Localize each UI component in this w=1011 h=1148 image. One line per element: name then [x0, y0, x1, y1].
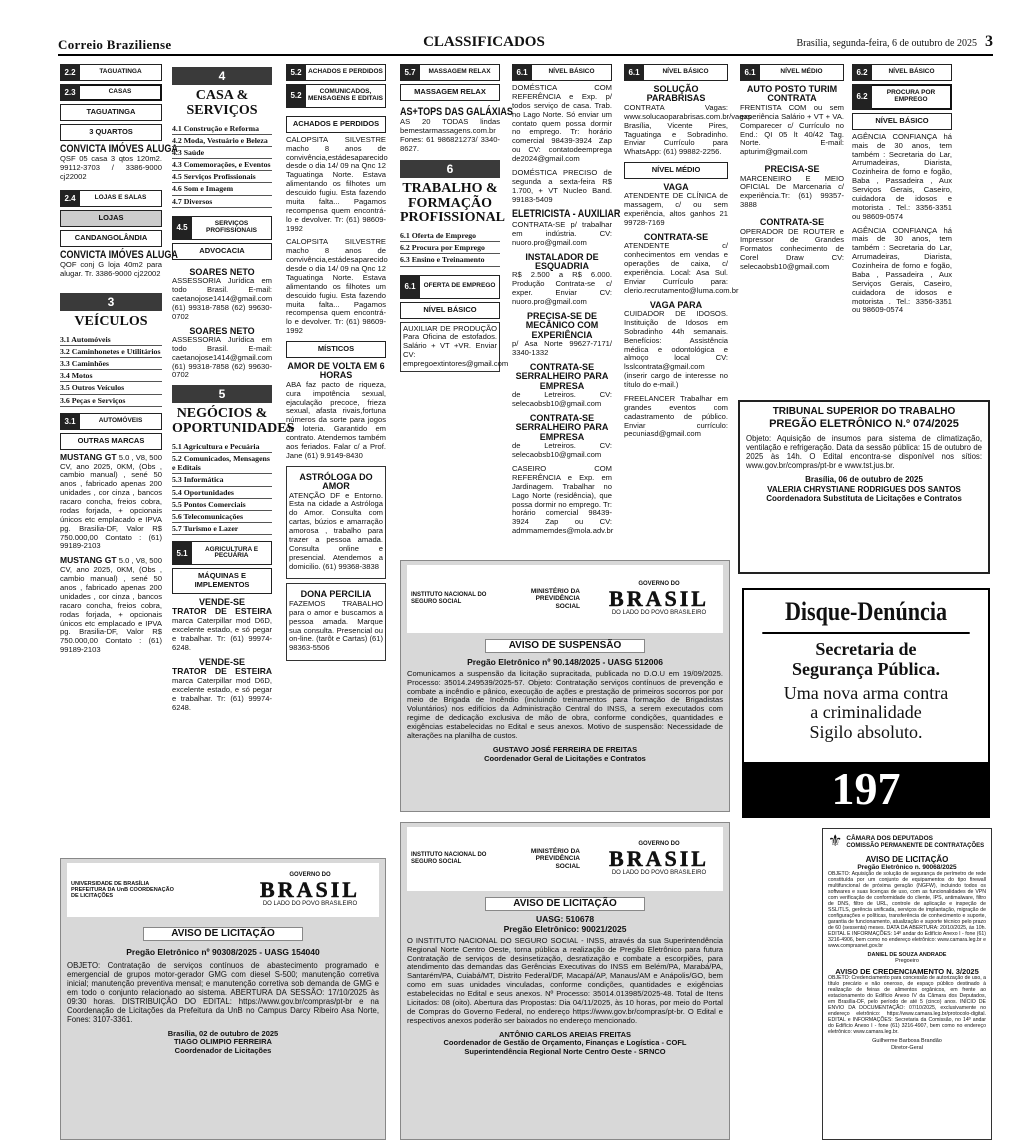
ad-title: CONTRATA-SE SERRALHEIRO PARA EMPRESA — [515, 361, 609, 391]
section-title: NEGÓCIOS & OPORTUNIDADES — [172, 406, 295, 437]
tab-nivel-basico: 6.1 NÍVEL BÁSICO — [624, 64, 728, 81]
phone-number: 197 — [744, 762, 988, 816]
subhead-lojas: LOJAS — [60, 210, 162, 227]
tab-nivel-basico: 6.1 NÍVEL BÁSICO — [512, 64, 612, 81]
ad-body: TRATOR DE ESTEIRA marca Caterpillar mod D6D, excelente estado, e só pegar e trabalhar. Tr: (61) 99974-6248. — [172, 606, 272, 653]
ad-body: FAZEMOS TRABALHO para o amor e buscamos a pessoa amada. Marque sua consulta. Presencial ou on-line. (tarôt e Cartas) (61) 98363-5506 — [289, 598, 383, 653]
subhead-maquinas: MÁQUINAS E IMPLEMENTOS — [172, 568, 272, 594]
camara-notice: ⚜ CÂMARA DOS DEPUTADOS COMISSÃO PERMANENTE DE CONTRATAÇÕES AVISO DE LICITAÇÃO Pregão Eletrônico n. 90068/2025 OBJETO: Aquisição de solução de segurança de perímetro de rede constituída por um conjunto de equipamentos do tipo firewall multifuncional de próxima geração (NGFW), incluindo todos os softwares e suas licenças de uso, com as funcionalidades de VPN com verificação de conformidade do cliente, IPS, antimalware, filtro de DNS, filtro de URL, controle de aplicação e inspeção de SSL/TLS, gerência unificada, serviços de implantação, migração de configurações e políticas, transferência de conhecimento e suporte, garantia de funcionamento, atualização e suporte técnico pelo prazo de 60 (sessenta) meses. DATA DA ABERTURA: 20/10/2025, às 10h. EDITAL E INFORMAÇÕES: 14º andar do Edifício Anexo I - fone (61) 3216-4906, bem como no endereço eletrônico: www.camara.leg.br e www.comprasnet.gov.br DANIEL DE SOUZA ANDRADE Pregoeiro AVISO DE CREDENCIAMENTO N. 3/2025 OBJETO: Credenciamento para concessão de autorização de uso, a título precário e não oneroso, de espaço público destinado à realização de feiras de alimentos orgânicos, em frente ao estacionamento do Edifício Anexo IV da Câmara dos Deputados, em Brasília-DF, pelo período de até 5 (cinco) anos. INÍCIO DE ENVIO DA DOCUMENTAÇÃO: 07/10/2025, exclusivamente no endereço eletrônico: https://www.camara.leg.br/protocolo-digital. EDITAL e INFORMAÇÕES: Secretaria da Comissão, no 14º andar do Edifício Anexo I - fone (61) 3216-4907, bem como no endereço eletrônico: www.camara.leg.br. Guilherme Barbosa Brandão Diretor-Geral — [822, 828, 992, 1140]
disque-denuncia-ad: Disque-Denúncia Secretaria de Segurança Pública. Uma nova arma contra a criminalidade Sigilo absoluto. 197 — [742, 588, 990, 818]
subhead-achados: ACHADOS E PERDIDOS — [286, 116, 386, 133]
ad-body: AS 20 TODAS lindas bemestarmassagens.com.br Fones: 61 986821273/ 3340-8627. — [400, 117, 500, 154]
ad-title: VENDE-SE — [198, 597, 245, 608]
gov-logos: INSTITUTO NACIONAL DO SEGURO SOCIAL MINISTÉRIO DA PREVIDÊNCIA SOCIAL GOVERNO DO BRASIL DO LADO DO POVO BRASILEIRO — [407, 827, 723, 891]
tab-lojas-salas: 2.4 LOJAS E SALAS — [60, 190, 162, 207]
tab-taguatinga: 2.2 TAGUATINGA — [60, 64, 162, 81]
ad-title: AUTO POSTO TURIM CONTRATA — [746, 84, 838, 104]
ad-title: AS+TOPS DAS GALÁXIAS — [400, 105, 513, 118]
ad-body: OPERADOR DE ROUTER e Impressor de Grandes Formatos conhecimento de Corel Draw CV: selecaobsb10@gmail.com — [740, 226, 844, 271]
section-index: 4.1 Construção e Reforma 4.2 Moda, Vestuário e Beleza 4.3 Saúde 4.3 Comemorações, e Eventos 4.5 Serviços Profissionais 4.6 Som e Imagem 4.7 Diversos — [172, 123, 272, 208]
brasil-logo: GOVERNO DO BRASIL DO LADO DO POVO BRASILEIRO — [609, 840, 709, 876]
ad-body: DOMÉSTICA COM REFERÊNCIA e Exp. p/ todos serviço de casa. Trab. no Lago Norte. Só enviar um contato quem possa dormir no emprego. Tr: horário comercial 98439-3924 Zap ou CV: contatodeemprega de2024@gmail.com — [512, 83, 612, 163]
page-header — [58, 33, 993, 56]
ad-title: SOLUÇÃO PARABRISAS — [646, 84, 706, 104]
ad-title: DONA PERCILIA — [300, 589, 372, 600]
newspaper-name: Correio Braziliense — [58, 36, 172, 52]
section-title: VEÍCULOS — [74, 314, 148, 329]
ad-body: R$ 2.500 a R$ 6.000. Produção Contrata-se c/ exper. Enviar CV: nuoro.pro@gmail.com — [512, 270, 612, 307]
column-achados-misticos — [286, 64, 386, 854]
tst-notice: TRIBUNAL SUPERIOR DO TRABALHO PREGÃO ELETRÔNICO N.º 074/2025 Objeto: Aquisição de insumos para sistema de climatização, ventilação e refrigeração. Data da sessão pública: 15 de outubro de 2025 às 14h. O Edital encontra-se disponível nos sítios: www.gov.br/compras/pt-br e www.tst.jus.br. Brasília, 06 de outubro de 2025 VALERIA CHRYSTIANE RODRIGUES DOS SANTOS Coordenadora Substituta de Licitações e Contratos — [738, 400, 990, 574]
ad-title: ELETRICISTA - AUXILIAR — [512, 208, 621, 221]
ad-body: ATENÇÃO DF e Entorno. Esta na cidade a Astróloga do Amor. Consulta com cartas, búzios e amarração amorosa , trabalho para trazer a pessoa amada. Consulta online e presencial. Atendemos a domicilio. (61) 99368-3838 — [289, 490, 383, 571]
page-number: 3 — [985, 33, 993, 51]
ad-body: DOMÉSTICA PRECISO de segunda a sexta-feira R$ 1.700, + VT Nucleo Band. 99183-5409 — [512, 167, 612, 204]
camara-header: ⚜ CÂMARA DOS DEPUTADOS COMISSÃO PERMANENTE DE CONTRATAÇÕES — [828, 833, 985, 850]
subhead-massagem: MASSAGEM RELAX — [400, 84, 500, 101]
ad-body: FREELANCER Trabalhar em grandes eventos com cadastramento de público. Enviar currículo: pecuniasd@gmail.com — [624, 393, 728, 439]
inss-suspension-notice: INSTITUTO NACIONAL DO SEGURO SOCIAL MINISTÉRIO DA PREVIDÊNCIA SOCIAL GOVERNO DO BRASIL DO LADO DO POVO BRASILEIRO AVISO DE SUSPENSÃO Pregão Eletrônico nº 90.148/2025 - UASG 512006 Comunicamos a suspensão da licitação supracitada, publicada no D.O.U em 19/09/2025. Processo: 35014.249539/2025-57. Objeto: Contratação serviços contínuos de prevenção e combate a incêndio e pânico, execução de ações e prestação de primeiros socorros por por meio de Brigada de Incêndio (incluindo treinamentos para formação de Brigadistas Voluntários) nos edifícios da Administração Central do INSS, a serem executados com regime de dedicação exclusiva de mão de obra, conforme condições, quantidades e exigências estabelecidas no Edital e seus anexos. Motivo de suspensão: Necessidade de alterações na planilha de custos. GUSTAVO JOSÉ FERREIRA DE FREITAS Coordenador Geral de Licitações e Contratos — [400, 560, 730, 812]
ad-title: SOARES NETO — [189, 325, 255, 336]
ad-body: AGÊNCIA CONFIANÇA há mais de 30 anos, tem também : Secretaria do Lar, Arrumadeiras, Diarista, Cozinheira de forno e fogão, Baba , Passadeira , Aux Serviços Gerais, Caseiro, cuidadora de idosos e motorista . Tel.: 3356-3351 ou 98609-0574 — [852, 131, 952, 221]
section-index: 6.1 Oferta de Emprego 6.2 Procura por Emprego 6.3 Ensino e Treinamento — [400, 230, 500, 267]
column-nivel-basico — [512, 64, 621, 556]
page-date: Brasília, segunda-feira, 6 de outubro de 2025 — [796, 38, 977, 50]
ad-body: QSF 05 casa 3 qtos 120m2. 99112-3703 / 3386-9000 cj22002 — [60, 154, 162, 181]
ad-body: QOF conj G loja 40m2 para alugar. Tr. 3386-9000 cj22002 — [60, 260, 162, 278]
tab-massagem: 5.7 MASSAGEM RELAX — [400, 64, 500, 81]
tab-achados: 5.2 ACHADOS E PERDIDOS — [286, 64, 386, 81]
column-massagem-trabalho — [400, 64, 513, 554]
ad-title: INSTALADOR DE ESQUADRIA — [525, 251, 599, 271]
ad-title: SOARES NETO — [189, 266, 255, 277]
tab-agricultura: 5.1 AGRICULTURA E PECUÁRIA — [172, 541, 272, 565]
section-number: 5 — [172, 385, 272, 403]
tab-casas: 2.3 CASAS — [60, 84, 162, 101]
column-procura-emprego — [852, 64, 952, 380]
subhead-misticos: MÍSTICOS — [286, 341, 386, 358]
column-casa-servicos — [172, 64, 295, 844]
ad-body: ASSESSORIA Jurídica em todo Brasil. E-mail: caetanojose1414@gmail.com (61) 99318-7858 (62) 99630-0702 — [172, 276, 273, 321]
ad-body: AUXILIAR DE PRODUÇÃO Para Oficina de estofados. Salário + VT +VR. Enviar CV: empregoextintores@gmail.com — [400, 322, 500, 372]
ad-title: PRECISA-SE DE MECÂNICO COM EXPERIÊNCIA — [525, 310, 599, 340]
ad-box — [286, 466, 386, 580]
brasil-logo: GOVERNO DO BRASIL DO LADO DO POVO BRASILEIRO — [260, 871, 360, 907]
tab-procura-emprego: 6.2 PROCURA POR EMPREGO — [852, 84, 952, 110]
ad-body: TRATOR DE ESTEIRA marca Caterpillar mod D6D, excelente estado, e só pegar e trabalhar. Tr: (61) 99974-6248. — [172, 666, 272, 712]
subhead-nivel-basico: NÍVEL BÁSICO — [400, 302, 500, 319]
tab-nivel-medio: 6.1 NÍVEL MÉDIO — [740, 64, 844, 81]
section-number: 6 — [400, 160, 500, 178]
subhead-nivel-medio: NÍVEL MÉDIO — [624, 162, 728, 179]
brasil-logo: GOVERNO DO BRASIL DO LADO DO POVO BRASILEIRO — [609, 580, 709, 616]
tab-comunicados: 5.2 COMUNICADOS, MENSAGENS E EDITAIS — [286, 84, 386, 108]
ad-title: AMOR DE VOLTA EM 6 HORAS — [287, 360, 385, 381]
ad-title: VENDE-SE — [198, 656, 245, 667]
ad-title: CONVICTA IMÓVES ALUGA — [60, 248, 178, 261]
ad-title: ASTRÓLOGA DO AMOR — [299, 471, 373, 492]
subhead-advocacia: ADVOCACIA — [172, 243, 272, 260]
tab-oferta-emprego: 6.1 OFERTA DE EMPREGO — [400, 275, 500, 299]
section-number: 3 — [60, 293, 162, 311]
ad-title: CONTRATA-SE SERRALHEIRO PARA EMPRESA — [515, 413, 609, 442]
ad-title: CONTRATA-SE — [759, 217, 825, 228]
ad-body: ATENDENTE DE CLÍNICA de massagem, c/ ou sem experiência, altos ganhos 21 99728-7169 — [624, 191, 728, 228]
ad-body: ATENDENTE c/ conhecimentos em vendas e operações de caixa, c/ experiência. Local: Asa Sul. Enviar Currículo para: clerio.recrutamento@luma.com.br — [624, 241, 739, 295]
ad-body: ABA faz pacto de riqueza, cura impotência sexual, ejaculação precoce, frieza sexual, afasta rivais,fortuna números da sorte para jogos de loteria. Garantido em contrato. Atendemos também aos feriados. Falar c/ a Prof. Jane (61) 9.9149-8430 — [286, 379, 386, 460]
ad-body: de Letreiros. CV: selecaobsb10@gmail.com — [512, 441, 612, 460]
tab-servicos-profissionais: 4.5 SERVIÇOS PROFISSIONAIS — [172, 216, 272, 240]
ad-body: CONTRATA Vagas: www.solucaoparabrisas.com.br/vagas Brasília, Vicente Pires, Taguatinga e Sobradinho. Enviar Currículo para WhatsApp: (61) 99882-2256. — [624, 102, 752, 157]
brasao-icon: ⚜ — [828, 833, 843, 850]
column-nivel-medio — [624, 64, 752, 556]
inss-licitacao-notice: INSTITUTO NACIONAL DO SEGURO SOCIAL MINISTÉRIO DA PREVIDÊNCIA SOCIAL GOVERNO DO BRASIL DO LADO DO POVO BRASILEIRO AVISO DE LICITAÇÃO UASG: 510678 Pregão Eletrônico: 90021/2025 O INSTITUTO NACIONAL DO SEGURO SOCIAL - INSS, através da sua Superintendência Regional Norte Centro Oeste, torna pública a realização de Pregão Eletrônico para futura Contratação de serviços de desinsetização, desratização e combate a escorpiões, para atendimento das demandas das Gerências Executivas do INSS em Belém/PA, Marabá/PA, Santarém/PA, Cuiabá/MT, Distrito Federal/DF, Macapá/AP, Manaus/AM e Anápolis/GO, bem como em suas unidades vinculadas, conforme condições, quantidades e exigências estabelecidas no Edital e seus anexos. Nº Processo: 35014.013985/2025-48. Total de Itens Licitados: 08 (oito). Abertura das Propostas: Dia 04/11/2025, às 10 horas, por meio do Portal de Compras do Governo Federal, no endereço https://www.gov.br/compras/pt-br. O Edital e respectivos anexos poderão ser baixados no endereço mencionado. ANTÔNIO CARLOS AREIAS FREITAS Coordenador de Gestão de Orçamento, Finanças e Logística - COFL Superintendência Regional Norte Centro Oeste - SRNCO — [400, 822, 730, 1140]
section-title: CASA & SERVIÇOS — [186, 88, 258, 118]
ad-body: ASSESSORIA Jurídica em todo Brasil. E-mail: caetanojose1414@gmail.com (61) 99318-7858 (62) 99630-0702 — [172, 334, 273, 380]
section-number: 4 — [172, 67, 272, 85]
ad-body: CALOPSITA SILVESTRE macho 8 anos de convivência,estádesaparecido desde o dia 14/ 09 na Qnc 12 Taguatinga Norte. Estava alimentando os filhotes um descuido fugiu. Esta fazendo muita falta... Pagamos recompensa quem encontrá-lo e devolver. Tr: (61) 98609-1992 — [286, 134, 388, 233]
ad-body: de Letreiros. CV: selecaobsb10@gmail.com — [512, 390, 612, 409]
section-index: 5.1 Agricultura e Pecuária 5.2 Comunicados, Mensagens e Editais 5.3 Informática 5.4 Oportunidades 5.5 Pontos Comerciais 5.6 Telecomunicações 5.7 Turismo e Lazer — [172, 441, 272, 536]
ad-body: MUSTANG GT 5.0 , V8, 500 CV, ano 2025, 0KM, (Obs , cambio manual) , sené 50 anos , fabricado apenas 200 unidades , cor cinza , bancos racaro concha, freios cobra, rodas forjada, + opcionais únicos etc emplacado e IPVA pg. Brasilia-DF, Valor R$ 750.000,00 Contato : (61) 99189-2103 — [60, 451, 162, 551]
ad-title: CONVICTA IMÓVES ALUGA — [60, 142, 178, 155]
subhead-3-quartos: 3 QUARTOS — [60, 124, 162, 141]
subhead-nivel-basico: NÍVEL BÁSICO — [852, 113, 952, 130]
subhead-outras-marcas: OUTRAS MARCAS — [60, 433, 162, 450]
ad-title: VAGA — [663, 181, 689, 192]
unb-licitacao-notice: UNIVERSIDADE DE BRASÍLIA PREFEITURA DA UnB COORDENAÇÃO DE LICITAÇÕES GOVERNO DO BRASIL DO LADO DO POVO BRASILEIRO AVISO DE LICITAÇÃO Pregão Eletrônico nº 90308/2025 - UASG 154040 OBJETO: Contratação de serviços contínuos de abastecimento programado e emergencial de grupos motor-gerador GMG com diesel S-500; manutenção corretiva inicial; manutenção preventiva mensal; e manutenção corretiva sob demanda de GMG e em todo o conjunto relacionado ao sistema. ABERTURA DA SESSÃO: 17/10/2025 às 09:30 horas. DISTRIBUIÇÃO DO EDITAL: https://www.gov.br/compras/pt-br e na Coordenação de Licitações da Prefeitura da UnB no Campus Darcy Ribeiro Asa Norte, Fones: 3107-3361. Brasília, 02 de outubro de 2025 TIAGO OLIMPIO FERREIRA Coordenador de Licitações — [60, 858, 386, 1140]
ad-title: Disque-Denúncia — [762, 590, 969, 634]
ad-title: CONTRATA-SE — [643, 231, 709, 242]
ad-body: CONTRATA-SE p/ trabalhar em indústria. CV: nuoro.pro@gmail.com — [512, 219, 612, 247]
column-nivel-medio-2 — [740, 64, 844, 374]
tab-nivel-basico: 6.2 NÍVEL BÁSICO — [852, 64, 952, 81]
ad-body: CALOPSITA SILVESTRE macho 8 anos de convivência,estádesaparecido desde o dia 14/ 09 na Qnc 12 Taguatinga Norte. Estava alimentando os filhotes um descuido fugiu. Esta fazendo muita falta... Pagamos recompensa quem encontrá-lo e devolver. Tr: (61) 98609-1992 — [286, 237, 388, 336]
ad-body: FRENTISTA COM ou sem experiência Salário + VT + VA. Comparecer c/ Currículo no End.: QI 05 lt 40/42 Tag. Norte. E-mail: apturim@gmail.com — [740, 102, 844, 157]
ad-title: VAGA PARA — [649, 299, 703, 310]
ad-body: p/ Asa Norte 99627-7171/ 3340-1332 — [512, 339, 612, 358]
ad-body: CUIDADOR DE IDOSOS. Instituição de Idosos em Sobradinho 44h semanais. Benefícios: Assistência médica e odontológica e almoço local CV: lsslcontrata@gmail.com (inserir cargo de interesse no título do e-mail.) — [624, 309, 728, 390]
ad-body: CASEIRO COM REFERÊNCIA e Exp. em Jardinagem. Trabalhar no Lago Norte (residência), que possa dormir no emprego. Tr: horário comercial 98439-3924 Zap ou CV: admmamemdes@mola.adv.br — [512, 464, 614, 536]
ad-title: PRECISA-SE — [764, 164, 820, 175]
gov-logos: INSTITUTO NACIONAL DO SEGURO SOCIAL MINISTÉRIO DA PREVIDÊNCIA SOCIAL GOVERNO DO BRASIL DO LADO DO POVO BRASILEIRO — [407, 565, 723, 633]
subhead-taguatinga: TAGUATINGA — [60, 104, 162, 121]
ad-body: AGÊNCIA CONFIANÇA há mais de 30 anos, tem também : Secretaria do Lar, Arrumadeiras, Diarista, Cozinheira de forno e fogão, Baba , Passadeira , Aux Serviços Gerais, Caseiro, cuidadora de idosos e motorista . Tel.: 3356-3351 ou 98609-0574 — [852, 225, 952, 315]
ad-body: MUSTANG GT 5.0 , V8, 500 CV, ano 2025, 0KM, (Obs , cambio manual) , sené 50 anos , fabricado apenas 200 unidades , cor cinza , bancos racaro concha, freios cobra, rodas forjada, + opcionais únicos etc emplacado e IPVA pg. Brasilia-DF, Valor R$ 750.000,00 Contato : (61) 99189-2103 — [60, 555, 162, 655]
section-index: 3.1 Automóveis 3.2 Caminhonetes e Utilitários 3.3 Caminhões 3.4 Motos 3.5 Outros Veículos 3.6 Peças e Serviços — [60, 334, 162, 407]
subhead-candangolandia: CANDANGOLÂNDIA — [60, 230, 162, 247]
section-title: CLASSIFICADOS — [423, 34, 545, 51]
ad-box — [286, 583, 386, 661]
ad-body: MARCENEIRO E MEIO OFICIAL De Marcenaria c/ experiência.Tr: (61) 99357-3888 — [740, 173, 844, 210]
section-title: TRABALHO & FORMAÇÃO PROFISSIONAL — [400, 181, 506, 226]
gov-logos: UNIVERSIDADE DE BRASÍLIA PREFEITURA DA UnB COORDENAÇÃO DE LICITAÇÕES GOVERNO DO BRASIL DO LADO DO POVO BRASILEIRO — [67, 863, 379, 917]
tab-automoveis: 3.1 AUTOMÓVEIS — [60, 413, 162, 430]
